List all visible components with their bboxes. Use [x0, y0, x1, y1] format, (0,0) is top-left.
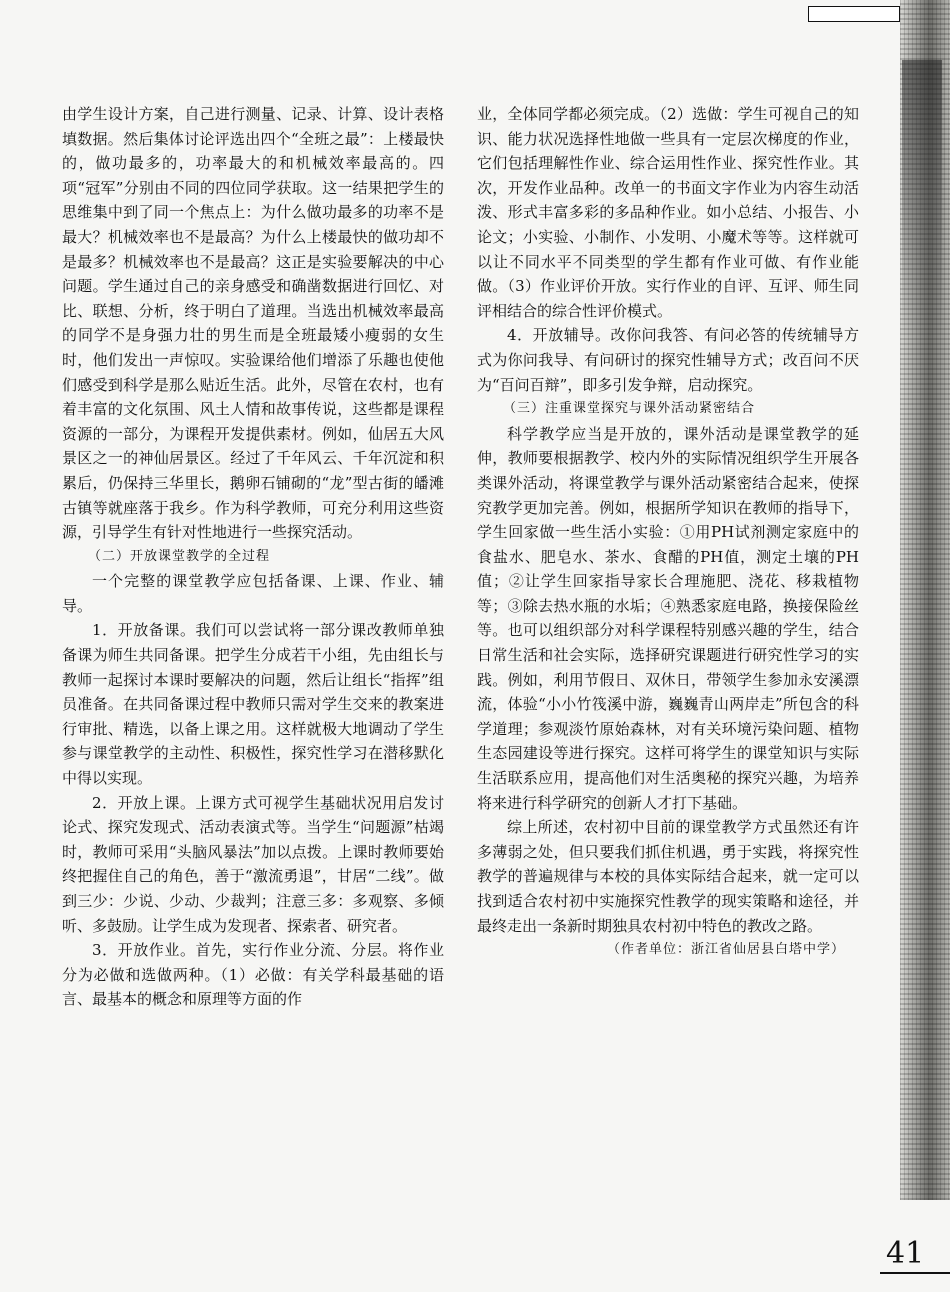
- scanned-page-edge-shadow: [902, 60, 942, 340]
- paragraph-extracurricular: 科学教学应当是开放的，课外活动是课堂教学的延伸，教师要根据教学、校内外的实际情况组织学生开展各类课外活动，将课堂教学与课外活动紧密结合起来，使探究教学更加完善。例如，根据所学知识在教师的指导下，学生回家做一些生活小实验：①用PH试剂测定家庭中的食盐水、肥皂水、茶水、食醋的PH值，测定土壤的PH值；②让学生回家指导家长合理施肥、浇花、移栽植物等；③除去热水瓶的水垢；④熟悉家庭电路，换接保险丝等。也可以组织部分对科学课程特别感兴趣的学生，结合日常生活和社会实际，选择研究课题进行研究性学习的实践。例如，利用节假日、双休日，带领学生参加永安溪漂流，体验“小小竹筏溪中游，巍巍青山两岸走”所包含的科学道理；参观淡竹原始森林，对有关环境污染问题、植物生态园建设等进行探究。这样可将学生的课堂知识与实际生活联系应用，提高他们对生活奥秘的探究兴趣，为培养将来进行科学研究的创新人才打下基础。: [477, 424, 859, 812]
- paragraph-open-preparation: 1．开放备课。我们可以尝试将一部分课改教师单独备课为师生共同备课。把学生分成若干小组，先由组长与教师一起探讨本课时要解决的问题，然后让组长“指挥”组员准备。在共同备课过程中教师只需对学生交来的教案进行审批、精选，以备上课之用。这样就极大地调动了学生参与课堂教学的主动性、积极性，探究性学习在潜移默化中得以实现。: [62, 621, 444, 788]
- paragraph-open-homework: 3．开放作业。首先，实行作业分流、分层。将作业分为必做和选做两种。（1）必做：有关学科最基础的语言、最基本的概念和原理等方面的作: [62, 941, 444, 1009]
- paragraph-intro: 一个完整的课堂教学应包括备课、上课、作业、辅导。: [62, 572, 444, 615]
- section-heading-2: （二）开放课堂教学的全过程: [88, 548, 271, 564]
- right-column: [477, 102, 859, 963]
- paragraph-open-class: 2．开放上课。上课方式可视学生基础状况用启发讨论式、探究发现式、活动表演式等。当学生“问题源”枯竭时，教师可采用“头脑风暴法”加以点拨。上课时教师要始终把握住自己的角色，善于“激流勇退”，甘居“二线”。做到三少：少说、少动、少裁判；注意三多：多观察、多倾听、多鼓励。让学生成为发现者、探索者、研究者。: [62, 793, 444, 935]
- right-paragraph-continuation: 业，全体同学都必须完成。（2）选做：学生可视自己的知识、能力状况选择性地做一些具有一定层次梯度的作业，它们包括理解性作业、综合运用性作业、探究性作业。其次，开发作业品种。改单一的书面文字作业为内容生动活泼、形式丰富多彩的多品种作业。如小总结、小报告、小论文；小实验、小制作、小发明、小魔术等等。这样就可以让不同水平不同类型的学生都有作业可做、有作业能做。（3）作业评价开放。实行作业的自评、互评、师生同评相结合的综合性评价模式。: [477, 105, 859, 320]
- paragraph-conclusion: 综上所述，农村初中目前的课堂教学方式虽然还有许多薄弱之处，但只要我们抓住机遇，勇于实践，将探究性教学的普遍规律与本校的具体实际结合起来，就一定可以找到适合农村初中实施探究性教学的现实策略和途径，并最终走出一条新时期独具农村初中特色的教改之路。: [477, 818, 859, 935]
- page-number-rule: [880, 1272, 950, 1274]
- paragraph-open-tutoring: 4．开放辅导。改你问我答、有问必答的传统辅导方式为你问我导、有问研讨的探究性辅导方式；改百问不厌为“百问百辩”，即多引发争辩，启动探究。: [477, 326, 859, 394]
- header-box: [808, 6, 900, 22]
- author-affiliation: （作者单位：浙江省仙居县白塔中学）: [606, 942, 845, 958]
- section-heading-3: （三）注重课堂探究与课外活动紧密结合: [503, 401, 756, 417]
- page-number: 41: [886, 1236, 925, 1271]
- left-column: [62, 102, 444, 1012]
- left-paragraph-continuation: 由学生设计方案，自己进行测量、记录、计算、设计表格填数据。然后集体讨论评选出四个“全班之最”：上楼最快的，做功最多的，功率最大的和机械效率最高的。四项“冠军”分别由不同的四位同学获取。这一结果把学生的思维集中到了同一个焦点上：为什么做功最多的功率不是最大？机械效率也不是最高？为什么上楼最快的做功却不是最多？机械效率也不是最高？这正是实验要解决的中心问题。学生通过自己的亲身感受和确凿数据进行回忆、对比、联想、分析，终于明白了道理。当选出机械效率最高的同学不是身强力壮的男生而是全班最矮小瘦弱的女生时，他们发出一声惊叹。实验课给他们增添了乐趣也使他们感受到科学是那么贴近生活。此外，尽管在农村，也有着丰富的文化氛围、风土人情和故事传说，这些都是课程资源的一部分，为课程开发提供素材。例如，仙居五大风景区之一的神仙居景区。经过了千年风云、千年沉淀和积累后，仍保持三华里长，鹅卵石铺砌的“龙”型古街的皤滩古镇等就座落于我乡。作为科学教师，可充分利用这些资源，引导学生有针对性地进行一些探究活动。: [62, 105, 444, 542]
